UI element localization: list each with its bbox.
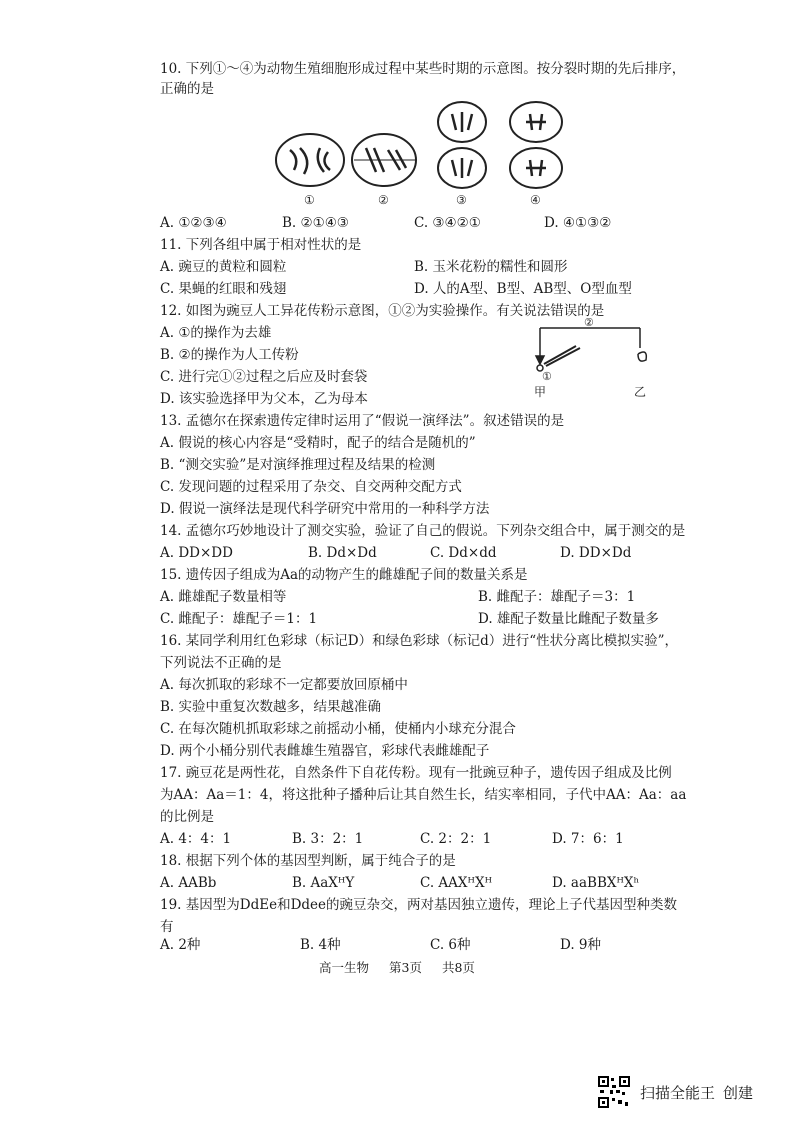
q12-option-d: D. 该实验选择甲为父本，乙为母本 [160,391,368,407]
q12-option-c: C. 进行完①②过程之后应及时套袋 [160,369,368,385]
q10-fig-label-1: ① [304,193,315,207]
q10-cell-diagrams [270,100,570,220]
q14-option-a: A. DD×DD [160,545,233,561]
q13-option-c: C. 发现问题的过程采用了杂交、自交两种交配方式 [160,479,462,495]
q11-option-d: D. 人的A型、B型、AB型、O型血型 [414,281,632,297]
q18-stem: 18. 根据下列个体的基因型判断，属于纯合子的是 [160,853,456,869]
q16-stem-line2: 下列说法不正确的是 [160,655,282,671]
q18-option-b: B. AaXᴴY [292,875,355,891]
q11-stem: 11. 下列各组中属于相对性状的是 [160,237,362,253]
q13-option-a: A. 假说的核心内容是“受精时，配子的结合是随机的” [160,435,476,451]
q18-option-a: A. AABb [160,875,217,891]
q19-option-d: D. 9种 [560,937,602,953]
q13-option-b: B. “测交实验”是对演绎推理过程及结果的检测 [160,457,436,473]
q12-option-b: B. ②的操作为人工传粉 [160,347,299,363]
q12-label-yi: 乙 [634,385,647,399]
q12-label-op2: ② [584,318,594,329]
q14-option-c: C. Dd×dd [430,545,497,561]
q12-label-jia: 甲 [534,385,547,399]
q19-option-c: C. 6种 [430,937,471,953]
q16-option-b: B. 实验中重复次数越多，结果越准确 [160,699,382,715]
q15-stem: 15. 遗传因子组成为Aa的动物产生的雌雄配子间的数量关系是 [160,567,528,583]
q15-option-d: D. 雄配子数量比雌配子数量多 [478,611,659,627]
q12-pollination-diagram [530,318,660,400]
q10-fig-label-2: ② [378,193,389,207]
footer-page: 第3页 [389,960,422,975]
q11-option-b: B. 玉米花粉的糯性和圆形 [414,259,568,275]
q15-option-b: B. 雌配子：雄配子＝3：1 [478,589,636,605]
q10-stem-line2: 正确的是 [160,81,214,97]
q17-stem-line2: 为AA：Aa＝1：4，将这批种子播种后让其自然生长，结实率相同，子代中AA：Aa：aa [160,787,687,803]
q16-stem-line1: 16. 某同学利用红色彩球（标记D）和绿色彩球（标记d）进行“性状分离比模拟实验”， [160,633,679,649]
q15-option-a: A. 雌雄配子数量相等 [160,589,287,605]
q19-option-b: B. 4种 [300,937,341,953]
q12-stem: 12. 如图为豌豆人工异花传粉示意图，①②为实验操作。有关说法错误的是 [160,303,605,319]
q16-option-c: C. 在每次随机抓取彩球之前摇动小桶，使桶内小球充分混合 [160,721,516,737]
q10-fig-label-3: ③ [456,193,467,207]
q19-stem-line2: 有 [160,919,174,935]
q11-option-a: A. 豌豆的黄粒和圆粒 [160,259,287,275]
scanner-brand [640,1082,761,1103]
q17-stem-line3: 的比例是 [160,809,214,825]
q12-label-op1: ① [542,370,552,383]
q16-option-a: A. 每次抓取的彩球不一定都要放回原桶中 [160,677,408,693]
q18-option-c: C. AAXᴴXᴴ [420,875,492,891]
q10-option-b: B. ②①④③ [282,215,349,231]
q17-option-a: A. 4：4：1 [160,831,232,847]
q19-stem-line1: 19. 基因型为DdEe和Ddee的豌豆杂交，两对基因独立遗传，理论上子代基因型种类数 [160,897,678,913]
q10-option-a: A. ①②③④ [160,215,227,231]
q11-option-c: C. 果蝇的红眼和残翅 [160,281,287,297]
q14-option-d: D. DD×Dd [560,545,632,561]
q14-stem: 14. 孟德尔巧妙地设计了测交实验，验证了自己的假说。下列杂交组合中，属于测交的是 [160,523,686,539]
q10-fig-label-4: ④ [530,193,541,207]
q19-option-a: A. 2种 [160,937,201,953]
q12-option-a: A. ①的操作为去雄 [160,325,272,341]
q17-stem-line1: 17. 豌豆花是两性花，自然条件下自花传粉。现有一批豌豆种子，遗传因子组成及比例 [160,765,672,781]
brand-action: 创建 [723,1084,754,1102]
brand-name: 扫描全能王 [640,1084,716,1102]
q17-option-d: D. 7：6：1 [552,831,624,847]
q10-option-d: D. ④①③② [544,215,612,231]
qr-code-icon [598,1076,630,1108]
q10-option-c: C. ③④②① [414,215,481,231]
q16-option-d: D. 两个小桶分别代表雌雄生殖器官，彩球代表雌雄配子 [160,743,490,759]
q17-option-b: B. 3：2：1 [292,831,364,847]
footer-total: 共8页 [441,960,475,975]
footer-subject: 高一生物 [319,960,370,975]
q10-stem-line1: 10. 下列①～④为动物生殖细胞形成过程中某些时期的示意图。按分裂时期的先后排序， [160,61,686,77]
q13-stem: 13. 孟德尔在探索遗传定律时运用了“假说一演绎法”。叙述错误的是 [160,413,565,429]
cell-1 [276,134,344,186]
q18-option-d: D. aaBBXᴴXʰ [552,875,640,891]
q17-option-c: C. 2：2：1 [420,831,492,847]
page-footer [0,958,794,976]
q14-option-b: B. Dd×Dd [308,545,377,561]
q13-option-d: D. 假说一演绎法是现代科学研究中常用的一种科学方法 [160,501,490,517]
q15-option-c: C. 雌配子：雄配子＝1：1 [160,611,318,627]
